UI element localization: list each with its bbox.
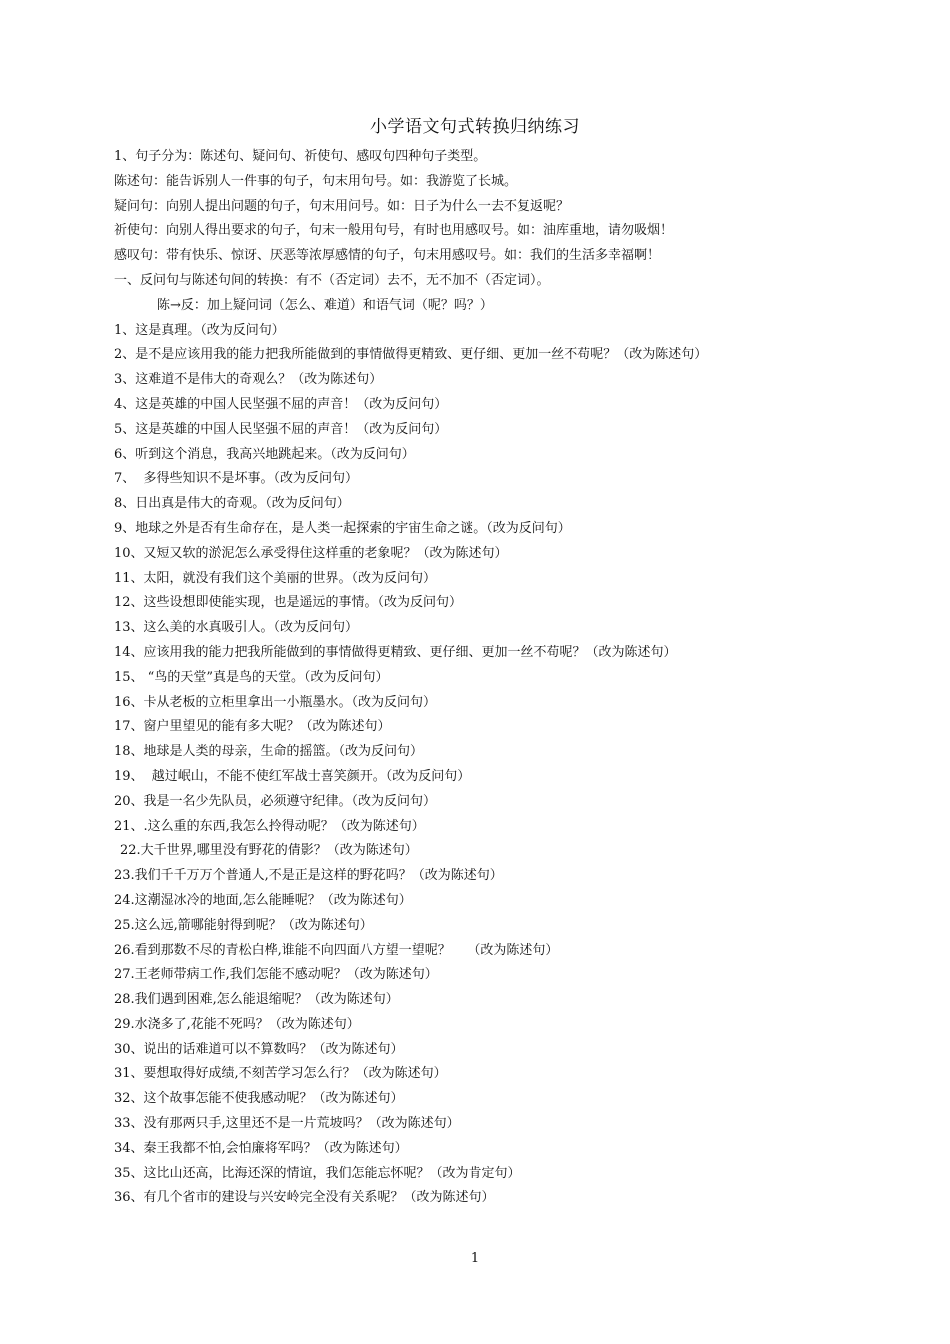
text-line: 感叹句：带有快乐、惊讶、厌恶等浓厚感情的句子，句末用感叹号。如：我们的生活多幸福啊！ (114, 248, 661, 264)
exercise-item: 18、地球是人类的母亲，生命的摇篮。（改为反问句） (114, 744, 424, 760)
exercise-item: 33、没有那两只手,这里还不是一片荒坡吗？（改为陈述句） (114, 1116, 460, 1132)
text-line: 祈使句：向别人得出要求的句子，句末一般用句号，有时也用感叹号。如：油库重地，请勿吸烟！ (114, 223, 674, 239)
section-heading: 一、反问句与陈述句间的转换：有不（否定词）去不，无不加不（否定词）。 (114, 272, 550, 288)
exercise-item: 9、地球之外是否有生命存在，是人类一起探索的宇宙生命之谜。（改为反问句） (114, 520, 571, 536)
exercise-item: 24.这潮湿冰冷的地面,怎么能睡呢？（改为陈述句） (114, 892, 412, 908)
exercise-item: 27.王老师带病工作,我们怎能不感动呢？（改为陈述句） (114, 967, 438, 983)
page-number: 1 (470, 1251, 480, 1266)
exercise-item: 16、卡从老板的立柜里拿出一小瓶墨水。（改为反问句） (114, 694, 437, 710)
exercise-item: 30、说出的话难道可以不算数吗？（改为陈述句） (114, 1041, 404, 1057)
exercise-item: 1、这是真理。（改为反问句） (114, 322, 285, 338)
exercise-item: 23.我们千千万万个普通人,不是正是这样的野花吗？（改为陈述句） (114, 868, 503, 884)
exercise-item: 36、有几个省市的建设与兴安岭完全没有关系呢？（改为陈述句） (114, 1190, 495, 1206)
text-line: 1、句子分为：陈述句、疑问句、祈使句、感叹句四种句子类型。 (114, 149, 487, 164)
exercise-item: 6、听到这个消息，我高兴地跳起来。（改为反问句） (114, 446, 415, 462)
exercise-item: 5、这是英雄的中国人民坚强不屈的声音！（改为反问句） (114, 421, 448, 437)
exercise-item: 21、.这么重的东西,我怎么拎得动呢？（改为陈述句） (114, 818, 425, 834)
exercise-item: 28.我们遇到困难,怎么能退缩呢？（改为陈述句） (114, 992, 399, 1008)
exercise-item: 10、又短又软的淤泥怎么承受得住这样重的老象呢？（改为陈述句） (114, 545, 508, 561)
exercise-item: 20、我是一名少先队员，必须遵守纪律。（改为反问句） (114, 793, 437, 809)
exercise-item: 31、要想取得好成绩,不刻苦学习怎么行？（改为陈述句） (114, 1066, 447, 1082)
exercise-item: 19、 越过岷山，不能不使红军战士喜笑颜开。（改为反问句） (114, 768, 471, 784)
exercise-item: 22.大千世界,哪里没有野花的倩影？（改为陈述句） (120, 843, 418, 859)
exercise-item: 17、窗户里望见的能有多大呢？（改为陈述句） (114, 719, 391, 735)
exercise-item: 3、这难道不是伟大的奇观么？（改为陈述句） (114, 372, 383, 388)
exercise-item: 4、这是英雄的中国人民坚强不屈的声音！（改为反问句） (114, 396, 448, 412)
exercise-item: 25.这么远,箭哪能射得到呢？（改为陈述句） (114, 917, 373, 933)
exercise-item: 2、是不是应该用我的能力把我所能做到的事情做得更精致、更仔细、更加一丝不苟呢？（改为陈述句） (114, 347, 708, 363)
exercise-item: 32、这个故事怎能不使我感动呢？（改为陈述句） (114, 1091, 404, 1107)
exercise-item: 13、这么美的水真吸引人。（改为反问句） (114, 620, 359, 636)
document-title: 小学语文句式转换归纳练习 (370, 117, 580, 137)
exercise-item: 14、应该用我的能力把我所能做到的事情做得更精致、更仔细、更加一丝不苟呢？（改为陈述句） (114, 644, 677, 660)
exercise-item: 8、日出真是伟大的奇观。（改为反问句） (114, 496, 350, 512)
exercise-item: 35、这比山还高，比海还深的情谊，我们怎能忘怀呢？（改为肯定句） (114, 1165, 521, 1181)
exercise-item: 15、 “鸟的天堂”真是鸟的天堂。（改为反问句） (114, 669, 389, 685)
rule-line: 陈→反：加上疑问词（怎么、难道）和语气词（呢？吗？） (157, 297, 493, 313)
exercise-item: 11、太阳，就没有我们这个美丽的世界。（改为反问句） (114, 570, 437, 586)
exercise-item: 12、这些设想即使能实现，也是遥远的事情。（改为反问句） (114, 595, 463, 611)
text-line: 疑问句：向别人提出问题的句子，句末用问号。如：日子为什么一去不复返呢？ (114, 198, 570, 214)
exercise-item: 29.水浇多了,花能不死吗？（改为陈述句） (114, 1016, 360, 1032)
exercise-item: 34、秦王我都不怕,会怕廉将军吗？（改为陈述句） (114, 1140, 408, 1156)
exercise-item: 7、 多得些知识不是坏事。（改为反问句） (114, 471, 359, 487)
document-body (114, 145, 904, 1211)
text-line: 陈述句：能告诉别人一件事的句子，句末用句号。如：我游览了长城。 (114, 173, 518, 189)
exercise-item: 26.看到那数不尽的青松白桦,谁能不向四面八方望一望呢？ （改为陈述句） (114, 942, 559, 958)
